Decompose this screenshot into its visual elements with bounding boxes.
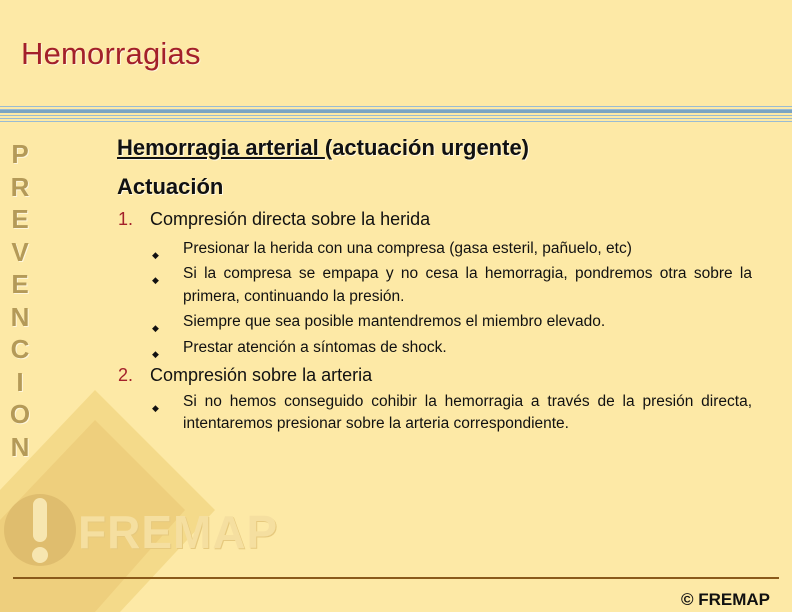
numbered-item [118, 365, 372, 386]
side-letter: C [10, 334, 30, 364]
numbered-item [118, 209, 430, 230]
side-letter: N [10, 301, 30, 332]
bullet-text: Presionar la herida con una compresa (gasa esteril, pañuelo, etc) [183, 240, 632, 257]
footer-copyright: © FREMAP [680, 590, 770, 609]
bullet-text: Si la compresa se empapa y no cesa la hemorragia, pondremos otra sobre la primera, continuando la presión. [183, 265, 752, 305]
subheading: Actuación [117, 174, 224, 199]
side-letter: N [10, 431, 30, 462]
item-text: Compresión directa sobre la herida [150, 209, 431, 229]
item-number: 1. [118, 209, 134, 229]
bullet-text: Prestar atención a síntomas de shock. [183, 339, 447, 356]
bullet-text: Si no hemos conseguido cohibir la hemorragia a través de la presión directa, intentaremos presionar sobre la arteria correspondiente. [183, 393, 752, 432]
heading [117, 135, 529, 161]
list-item [152, 237, 752, 260]
list-item [152, 310, 752, 333]
side-letter: I [16, 366, 24, 397]
top-divider [0, 104, 792, 122]
heading-underlined: Hemorragia arterial [117, 135, 325, 160]
side-letter: V [11, 236, 29, 267]
diamond-bullet-icon: ◆ [152, 349, 159, 359]
item-number: 2. [118, 365, 134, 385]
side-letter: P [11, 139, 29, 169]
list-item [152, 336, 752, 359]
slide-title: Hemorragias [21, 36, 201, 71]
side-letter: E [11, 269, 29, 299]
side-letter: R [10, 171, 30, 202]
list-item [152, 262, 752, 308]
diamond-bullet-icon: ◆ [152, 275, 159, 285]
side-letter: O [9, 399, 31, 429]
logo-watermark: FREMAP [78, 506, 279, 558]
side-letter: E [11, 204, 29, 234]
heading-rest: (actuación urgente) [324, 135, 530, 160]
bottom-divider [13, 577, 779, 579]
diamond-bullet-icon: ◆ [152, 403, 159, 413]
bullet-text: Siempre que sea posible mantendremos el miembro elevado. [183, 313, 606, 330]
diamond-bullet-icon: ◆ [152, 250, 159, 260]
item-text: Compresión sobre la arteria [150, 365, 373, 385]
list-item [152, 391, 752, 434]
diamond-bullet-icon: ◆ [152, 323, 159, 333]
